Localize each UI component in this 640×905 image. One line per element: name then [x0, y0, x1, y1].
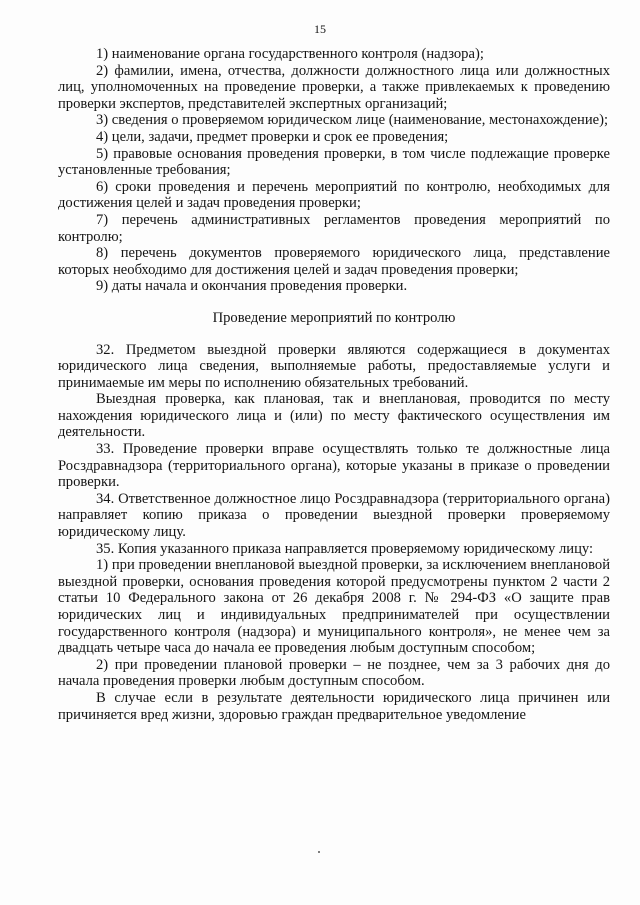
list-item-5: 5) правовые основания проведения проверки, в том числе подлежащие проверке установленные требования; [58, 145, 610, 179]
list-item-7: 7) перечень административных регламентов проведения мероприятий по контролю; [58, 211, 610, 245]
list-item-2: 2) фамилии, имена, отчества, должности должностного лица или должностных лиц, уполномоченных на проведение проверки, а также привлекаемых к проведению проверки экспертов, представителей экспертных организаций; [58, 62, 610, 112]
paragraph-33: 33. Проведение проверки вправе осуществлять только те должностные лица Росздравнадзора (территориального органа), которые указаны в приказе о проведении проверки. [58, 441, 610, 491]
paragraph-35: 35. Копия указанного приказа направляется проверяемому юридическому лицу: [96, 540, 594, 557]
scan-speck [318, 851, 320, 853]
paragraph-35-item-1: 1) при проведении внеплановой выездной проверки, за исключением внеплановой выездной проверки, основания проведения которой предусмотрены пунктом 2 части 2 статьи 10 Федерального закона от 26 декабря 2008 г. № 294-ФЗ «О защите прав юридических лиц и индивидуальных предпринимателей при осуществлении государственного контроля (надзора) и муниципального контроля», не менее чем за двадцать четыре часа до начала ее проведения любым доступным способом; [58, 557, 610, 657]
section-heading: Проведение мероприятий по контролю [212, 309, 456, 326]
paragraph-35-item-2: 2) при проведении плановой проверки – не позднее, чем за 3 рабочих дня до начала проведения проверки любым доступным способом. [58, 656, 610, 690]
list-item-8: 8) перечень документов проверяемого юридического лица, представление которых необходимо для достижения целей и задач проведения проверки; [58, 245, 610, 278]
paragraph-32: 32. Предметом выездной проверки являются содержащиеся в документах юридического лица сведения, выполняемые работы, предоставляемые услуги и принимаемые им меры по исполнению обязательных требований. [58, 341, 610, 391]
paragraph-34: 34. Ответственное должностное лицо Росздравнадзора (территориального органа) направляет копию приказа о проведении выездной проверки проверяемому юридическому лицу. [58, 490, 610, 541]
list-item-1: 1) наименование органа государственного контроля (надзора); [96, 46, 484, 62]
page-number: 15 [314, 22, 326, 36]
list-item-9: 9) даты начала и окончания проведения проверки. [96, 278, 408, 295]
list-item-4: 4) цели, задачи, предмет проверки и срок ее проведения; [96, 128, 449, 145]
paragraph-harm-case: В случае если в результате деятельности юридического лица причинен или причиняется вред жизни, здоровью граждан предварительное уведомление [58, 689, 610, 723]
paragraph-onsite-location: Выездная проверка, как плановая, так и внеплановая, проводится по месту нахождения юридического лица и (или) по месту фактического осуществления им деятельности. [58, 391, 610, 441]
document-body [58, 46, 610, 723]
list-item-6: 6) сроки проведения и перечень мероприятий по контролю, необходимых для достижения целей и задач проведения проверки; [58, 178, 610, 212]
list-item-3: 3) сведения о проверяемом юридическом лице (наименование, местонахождение); [96, 112, 609, 129]
